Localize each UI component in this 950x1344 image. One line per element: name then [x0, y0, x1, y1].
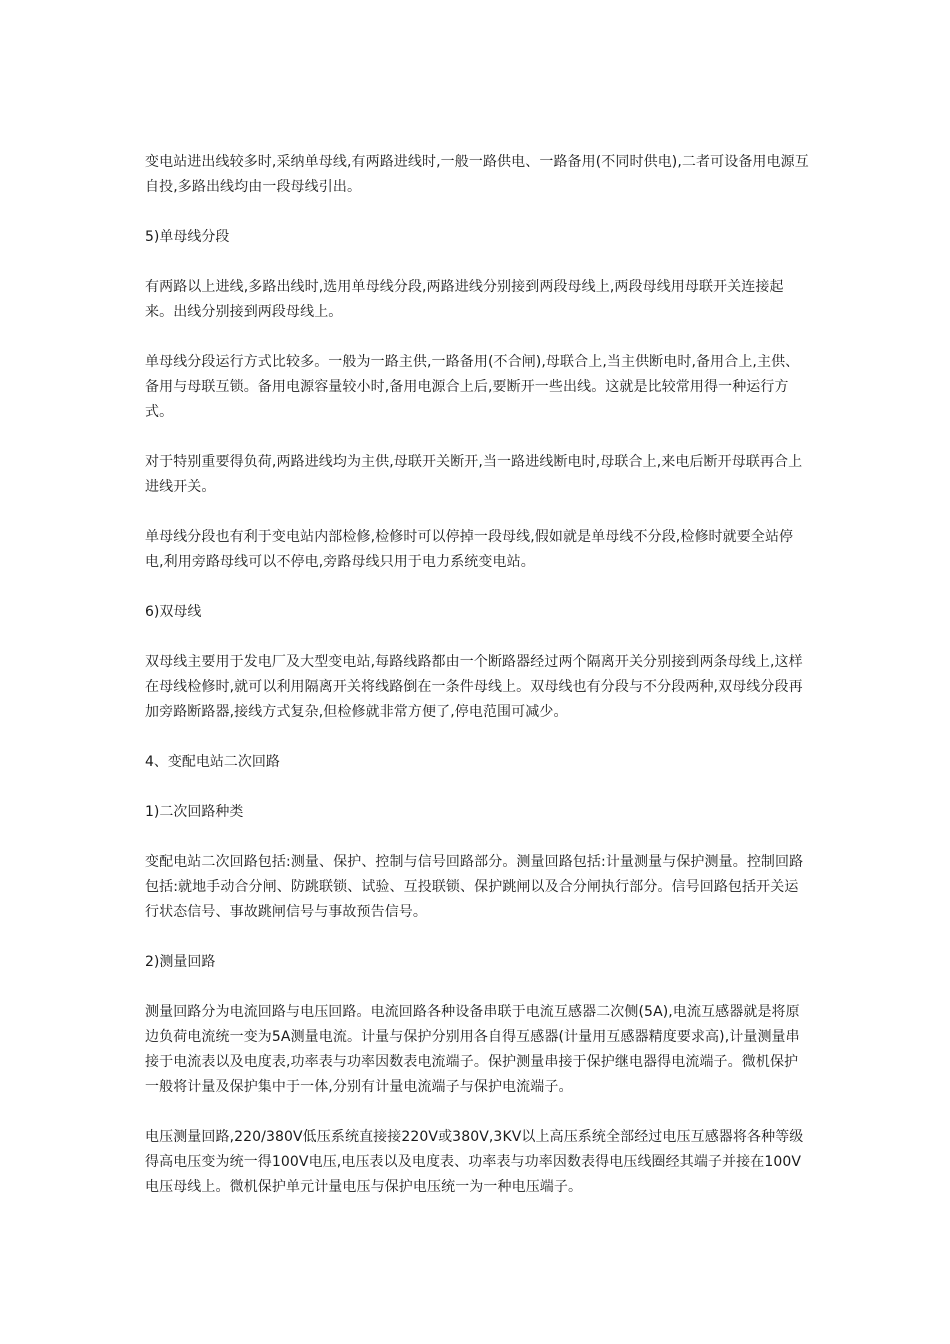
- paragraph-intro: 变电站进出线较多时,采纳单母线,有两路进线时,一般一路供电、一路备用(不同时供电),二者可设备用电源互自投,多路出线均由一段母线引出。: [145, 154, 809, 195]
- paragraph-sectioned-wiring: 有两路以上进线,多路出线时,选用单母线分段,两路进线分别接到两段母线上,两段母线用母联开关连接起来。出线分别接到两段母线上。: [145, 279, 784, 320]
- document-body: [145, 150, 810, 1225]
- paragraph-important-loads: 对于特别重要得负荷,两路进线均为主供,母联开关断开,当一路进线断电时,母联合上,来电后断开母联再合上进线开关。: [145, 454, 803, 495]
- heading-circuit-types: 1)二次回路种类: [145, 804, 244, 820]
- paragraph-circuit-types: 变配电站二次回路包括:测量、保护、控制与信号回路部分。测量回路包括:计量测量与保护测量。控制回路包括:就地手动合分闸、防跳联锁、试验、互投联锁、保护跳闸以及合分闸执行部分。信号回路包括开关运行状态信号、事故跳闸信号与事故预告信号。: [145, 854, 804, 920]
- heading-measurement-circuit: 2)测量回路: [145, 954, 216, 970]
- paragraph-current-circuit: 测量回路分为电流回路与电压回路。电流回路各种设备串联于电流互感器二次侧(5A),电流互感器就是将原边负荷电流统一变为5A测量电流。计量与保护分别用各自得互感器(计量用互感器精度要求高),计量测量串接于电流表以及电度表,功率表与功率因数表电流端子。保护测量串接于保护继电器得电流端子。微机保护一般将计量及保护集中于一体,分别有计量电流端子与保护电流端子。: [145, 1004, 800, 1095]
- heading-double-bus: 6)双母线: [145, 604, 202, 620]
- heading-single-bus-sectioned: 5)单母线分段: [145, 229, 230, 245]
- paragraph-voltage-circuit: 电压测量回路,220/380V低压系统直接接220V或380V,3KV以上高压系统全部经过电压互感器将各种等级得高电压变为统一得100V电压,电压表以及电度表、功率表与功率因数表得电压线圈经其端子并接在100V电压母线上。微机保护单元计量电压与保护电压统一为一种电压端子。: [145, 1129, 804, 1195]
- heading-secondary-circuit: 4、变配电站二次回路: [145, 754, 280, 770]
- paragraph-double-bus: 双母线主要用于发电厂及大型变电站,每路线路都由一个断路器经过两个隔离开关分别接到两条母线上,这样在母线检修时,就可以利用隔离开关将线路倒在一条件母线上。双母线也有分段与不分段两种,双母线分段再加旁路断路器,接线方式复杂,但检修就非常方便了,停电范围可减少。: [145, 654, 803, 720]
- paragraph-maintenance: 单母线分段也有利于变电站内部检修,检修时可以停掉一段母线,假如就是单母线不分段,检修时就要全站停电,利用旁路母线可以不停电,旁路母线只用于电力系统变电站。: [145, 529, 794, 570]
- paragraph-operation-modes: 单母线分段运行方式比较多。一般为一路主供,一路备用(不合闸),母联合上,当主供断电时,备用合上,主供、备用与母联互锁。备用电源容量较小时,备用电源合上后,要断开一些出线。这就是比较常用得一种运行方式。: [145, 354, 800, 420]
